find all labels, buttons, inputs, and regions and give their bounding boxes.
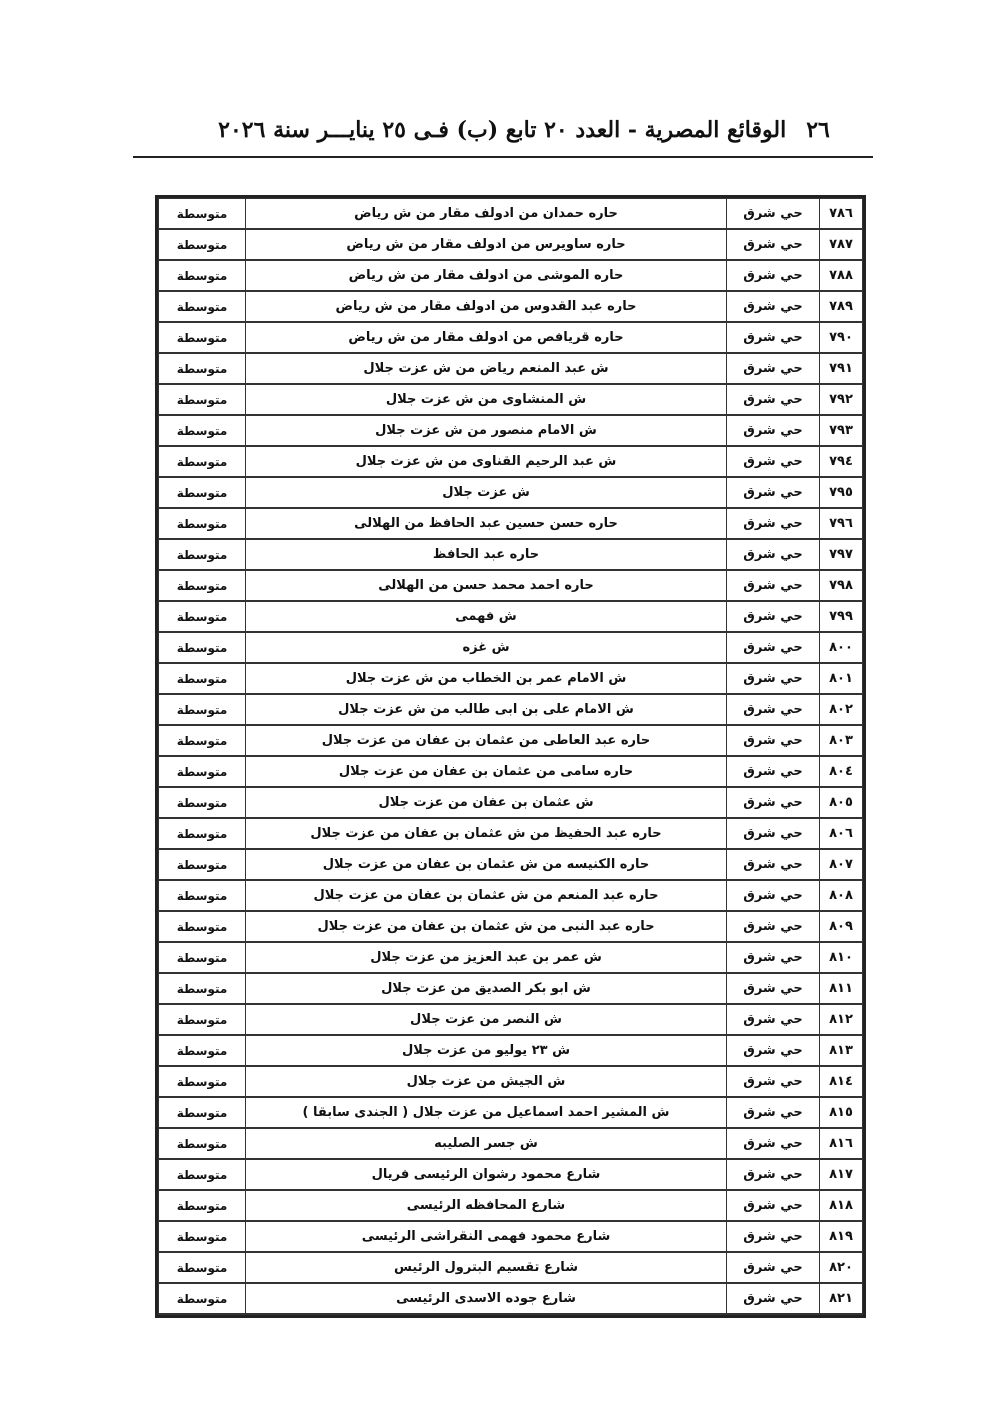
row-number: ٧٨٩ [820,291,863,322]
row-number: ٧٩٦ [820,508,863,539]
street-name-cell: شارع المحافظه الرئيسى [246,1190,727,1221]
street-name-cell: ش المنشاوى من ش عزت جلال [246,384,727,415]
street-name-cell: ش ٢٣ يوليو من عزت جلال [246,1035,727,1066]
street-name-cell: حاره حسن حسين عبد الحافظ من الهلالى [246,508,727,539]
level-cell: متوسطة [159,1252,246,1283]
row-number: ٨٠٠ [820,632,863,663]
row-number: ٧٩٣ [820,415,863,446]
table-row [159,291,863,322]
row-number: ٧٨٦ [820,199,863,230]
district-cell: حي شرق [727,911,820,942]
row-number: ٨٠٨ [820,880,863,911]
table-row [159,508,863,539]
level-cell: متوسطة [159,1221,246,1252]
street-name-cell: حاره قريافص من ادولف مقار من ش رياض [246,322,727,353]
street-name-cell: حاره عبد العاطى من عثمان بن عفان من عزت جلال [246,725,727,756]
district-cell: حي شرق [727,1283,820,1314]
level-cell: متوسطة [159,199,246,230]
street-name-cell: ش غزه [246,632,727,663]
district-cell: حي شرق [727,973,820,1004]
row-number: ٨٠٦ [820,818,863,849]
street-name-cell: ش عمر بن عبد العزيز من عزت جلال [246,942,727,973]
streets-table-body [159,199,863,1315]
district-cell: حي شرق [727,508,820,539]
table-row [159,756,863,787]
level-cell: متوسطة [159,477,246,508]
level-cell: متوسطة [159,322,246,353]
district-cell: حي شرق [727,322,820,353]
level-cell: متوسطة [159,291,246,322]
district-cell: حي شرق [727,1035,820,1066]
row-number: ٨١٥ [820,1097,863,1128]
level-cell: متوسطة [159,694,246,725]
district-cell: حي شرق [727,229,820,260]
row-number: ٧٩٥ [820,477,863,508]
table-row [159,601,863,632]
row-number: ٨١٩ [820,1221,863,1252]
street-name-cell: ش فهمى [246,601,727,632]
district-cell: حي شرق [727,415,820,446]
street-name-cell: حاره عبد الحفيظ من ش عثمان بن عفان من عزت جلال [246,818,727,849]
district-cell: حي شرق [727,601,820,632]
level-cell: متوسطة [159,756,246,787]
district-cell: حي شرق [727,1221,820,1252]
table-row [159,570,863,601]
district-cell: حي شرق [727,291,820,322]
table-row [159,1221,863,1252]
table-row [159,1159,863,1190]
row-number: ٧٩٧ [820,539,863,570]
street-name-cell: ش النصر من عزت جلال [246,1004,727,1035]
district-cell: حي شرق [727,632,820,663]
table-row [159,818,863,849]
table-row [159,1035,863,1066]
row-number: ٧٩٤ [820,446,863,477]
street-name-cell: حاره احمد محمد حسن من الهلالى [246,570,727,601]
level-cell: متوسطة [159,880,246,911]
row-number: ٧٨٨ [820,260,863,291]
level-cell: متوسطة [159,260,246,291]
street-name-cell: ش ابو بكر الصديق من عزت جلال [246,973,727,1004]
table-row [159,1190,863,1221]
district-cell: حي شرق [727,880,820,911]
district-cell: حي شرق [727,942,820,973]
level-cell: متوسطة [159,229,246,260]
table-row [159,849,863,880]
level-cell: متوسطة [159,787,246,818]
streets-table [158,198,863,1315]
table-row [159,415,863,446]
street-name-cell: حاره سامى من عثمان بن عفان من عزت جلال [246,756,727,787]
level-cell: متوسطة [159,849,246,880]
table-row [159,229,863,260]
table-row [159,632,863,663]
district-cell: حي شرق [727,570,820,601]
row-number: ٨١٤ [820,1066,863,1097]
table-row [159,1097,863,1128]
row-number: ٨١٧ [820,1159,863,1190]
street-name-cell: حاره عبد القدوس من ادولف مقار من ش رياض [246,291,727,322]
level-cell: متوسطة [159,1035,246,1066]
district-cell: حي شرق [727,1004,820,1035]
row-number: ٨١٦ [820,1128,863,1159]
level-cell: متوسطة [159,1190,246,1221]
street-name-cell: ش الجيش من عزت جلال [246,1066,727,1097]
district-cell: حي شرق [727,539,820,570]
street-name-cell: حاره عبد النبى من ش عثمان بن عفان من عزت جلال [246,911,727,942]
streets-table-container [155,195,866,1318]
district-cell: حي شرق [727,818,820,849]
row-number: ٨٢١ [820,1283,863,1314]
street-name-cell: حاره حمدان من ادولف مقار من ش رياض [246,199,727,230]
table-row [159,384,863,415]
table-row [159,1128,863,1159]
district-cell: حي شرق [727,199,820,230]
table-row [159,973,863,1004]
page-header [198,112,850,148]
level-cell: متوسطة [159,1066,246,1097]
row-number: ٨١٠ [820,942,863,973]
street-name-cell: حاره الموشى من ادولف مقار من ش رياض [246,260,727,291]
street-name-cell: حاره الكنيسه من ش عثمان بن عفان من عزت جلال [246,849,727,880]
street-name-cell: حاره عبد الحافظ [246,539,727,570]
row-number: ٨٢٠ [820,1252,863,1283]
table-row [159,353,863,384]
table-row [159,725,863,756]
street-name-cell: ش عثمان بن عفان من عزت جلال [246,787,727,818]
level-cell: متوسطة [159,663,246,694]
level-cell: متوسطة [159,415,246,446]
level-cell: متوسطة [159,539,246,570]
header-divider [133,156,873,158]
level-cell: متوسطة [159,1097,246,1128]
row-number: ٨١٨ [820,1190,863,1221]
district-cell: حي شرق [727,694,820,725]
street-name-cell: ش عزت جلال [246,477,727,508]
table-row [159,694,863,725]
level-cell: متوسطة [159,1283,246,1314]
level-cell: متوسطة [159,570,246,601]
street-name-cell: ش الامام عمر بن الخطاب من ش عزت جلال [246,663,727,694]
district-cell: حي شرق [727,353,820,384]
district-cell: حي شرق [727,725,820,756]
table-row [159,477,863,508]
district-cell: حي شرق [727,477,820,508]
street-name-cell: شارع محمود فهمى النقراشى الرئيسى [246,1221,727,1252]
street-name-cell: شارع محمود رشوان الرئيسى فريال [246,1159,727,1190]
district-cell: حي شرق [727,1128,820,1159]
street-name-cell: ش عبد الرحيم القناوى من ش عزت جلال [246,446,727,477]
table-row [159,322,863,353]
district-cell: حي شرق [727,1252,820,1283]
row-number: ٨٠٢ [820,694,863,725]
level-cell: متوسطة [159,725,246,756]
street-name-cell: شارع تقسيم البترول الرئيس [246,1252,727,1283]
street-name-cell: حاره ساويرس من ادولف مقار من ش رياض [246,229,727,260]
row-number: ٧٩٠ [820,322,863,353]
district-cell: حي شرق [727,1190,820,1221]
street-name-cell: ش الامام منصور من ش عزت جلال [246,415,727,446]
level-cell: متوسطة [159,1004,246,1035]
table-row [159,1004,863,1035]
level-cell: متوسطة [159,818,246,849]
district-cell: حي شرق [727,756,820,787]
district-cell: حي شرق [727,1159,820,1190]
table-row [159,663,863,694]
district-cell: حي شرق [727,663,820,694]
level-cell: متوسطة [159,973,246,1004]
table-row [159,446,863,477]
row-number: ٨٠١ [820,663,863,694]
district-cell: حي شرق [727,446,820,477]
page-number: ٢٦ [806,117,830,143]
table-row [159,911,863,942]
level-cell: متوسطة [159,911,246,942]
table-row [159,880,863,911]
district-cell: حي شرق [727,260,820,291]
table-row [159,942,863,973]
row-number: ٨٠٤ [820,756,863,787]
row-number: ٨١١ [820,973,863,1004]
street-name-cell: ش جسر الصليبه [246,1128,727,1159]
district-cell: حي شرق [727,849,820,880]
level-cell: متوسطة [159,632,246,663]
level-cell: متوسطة [159,384,246,415]
district-cell: حي شرق [727,1066,820,1097]
street-name-cell: ش عبد المنعم رياض من ش عزت جلال [246,353,727,384]
row-number: ٧٨٧ [820,229,863,260]
row-number: ٨٠٩ [820,911,863,942]
row-number: ٧٩٨ [820,570,863,601]
level-cell: متوسطة [159,353,246,384]
district-cell: حي شرق [727,1097,820,1128]
gazette-title: الوقائع المصرية - العدد ٢٠ تابع (ب) فـى ٢٥ ينايـــر سنة ٢٠٢٦ [218,117,787,143]
table-row [159,1066,863,1097]
row-number: ٧٩١ [820,353,863,384]
row-number: ٨٠٥ [820,787,863,818]
table-row [159,1252,863,1283]
level-cell: متوسطة [159,942,246,973]
street-name-cell: شارع جوده الاسدى الرئيسى [246,1283,727,1314]
district-cell: حي شرق [727,384,820,415]
level-cell: متوسطة [159,1128,246,1159]
table-row [159,1283,863,1314]
row-number: ٨١٣ [820,1035,863,1066]
district-cell: حي شرق [727,787,820,818]
row-number: ٧٩٢ [820,384,863,415]
level-cell: متوسطة [159,508,246,539]
row-number: ٨٠٧ [820,849,863,880]
street-name-cell: ش الامام على بن ابى طالب من ش عزت جلال [246,694,727,725]
street-name-cell: حاره عبد المنعم من ش عثمان بن عفان من عزت جلال [246,880,727,911]
level-cell: متوسطة [159,601,246,632]
table-row [159,539,863,570]
row-number: ٨٠٣ [820,725,863,756]
row-number: ٧٩٩ [820,601,863,632]
level-cell: متوسطة [159,446,246,477]
level-cell: متوسطة [159,1159,246,1190]
table-row [159,787,863,818]
table-row [159,260,863,291]
row-number: ٨١٢ [820,1004,863,1035]
street-name-cell: ش المشير احمد اسماعيل من عزت جلال ( الجندى سابقا ) [246,1097,727,1128]
table-row [159,199,863,230]
